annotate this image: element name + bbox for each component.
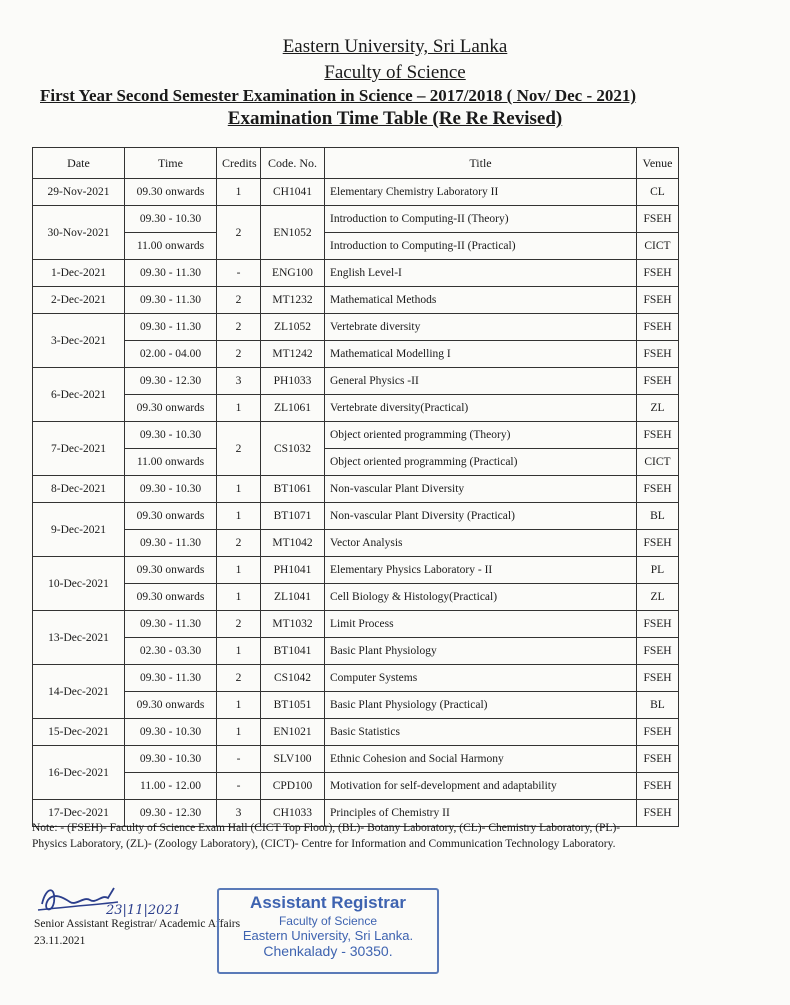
code-cell: CS1042 bbox=[261, 665, 325, 692]
code-cell: MT1042 bbox=[261, 530, 325, 557]
venue-cell: FSEH bbox=[637, 287, 679, 314]
faculty-title: Faculty of Science bbox=[324, 62, 466, 83]
credits-cell: 2 bbox=[217, 341, 261, 368]
code-cell: CPD100 bbox=[261, 773, 325, 800]
venue-cell: CICT bbox=[637, 233, 679, 260]
venue-cell: FSEH bbox=[637, 206, 679, 233]
title-cell: Basic Statistics bbox=[325, 719, 637, 746]
venue-cell: FSEH bbox=[637, 746, 679, 773]
table-row bbox=[33, 449, 679, 476]
time-cell: 09.30 - 11.30 bbox=[125, 314, 217, 341]
venue-cell: BL bbox=[637, 692, 679, 719]
venue-cell: FSEH bbox=[637, 530, 679, 557]
time-cell: 09.30 onwards bbox=[125, 503, 217, 530]
date-cell: 16-Dec-2021 bbox=[33, 746, 125, 800]
column-header: Time bbox=[125, 148, 217, 179]
credits-cell: 2 bbox=[217, 611, 261, 638]
time-cell: 09.30 onwards bbox=[125, 179, 217, 206]
title-cell: Limit Process bbox=[325, 611, 637, 638]
time-cell: 09.30 - 11.30 bbox=[125, 287, 217, 314]
time-cell: 02.30 - 03.30 bbox=[125, 638, 217, 665]
venue-cell: FSEH bbox=[637, 422, 679, 449]
table-row bbox=[33, 530, 679, 557]
time-cell: 11.00 onwards bbox=[125, 449, 217, 476]
table-row bbox=[33, 638, 679, 665]
credits-cell: 1 bbox=[217, 638, 261, 665]
university-title: Eastern University, Sri Lanka bbox=[282, 36, 508, 57]
venue-cell: ZL bbox=[637, 584, 679, 611]
time-cell: 09.30 - 11.30 bbox=[125, 665, 217, 692]
time-cell: 09.30 - 11.30 bbox=[125, 611, 217, 638]
handwritten-date: 23|11|2021 bbox=[106, 903, 181, 918]
column-header: Credits bbox=[217, 148, 261, 179]
title-cell: English Level-I bbox=[325, 260, 637, 287]
time-cell: 09.30 - 10.30 bbox=[125, 476, 217, 503]
date-cell: 29-Nov-2021 bbox=[33, 179, 125, 206]
title-cell: Vector Analysis bbox=[325, 530, 637, 557]
credits-cell: 1 bbox=[217, 719, 261, 746]
title-cell: Vertebrate diversity(Practical) bbox=[325, 395, 637, 422]
venue-cell: FSEH bbox=[637, 368, 679, 395]
time-cell: 09.30 - 12.30 bbox=[125, 368, 217, 395]
code-cell: BT1071 bbox=[261, 503, 325, 530]
signature-image bbox=[34, 880, 204, 920]
title-cell: Computer Systems bbox=[325, 665, 637, 692]
date-cell: 17-Dec-2021 bbox=[33, 800, 125, 827]
table-row bbox=[33, 746, 679, 773]
date-cell: 8-Dec-2021 bbox=[33, 476, 125, 503]
venue-cell: FSEH bbox=[637, 800, 679, 827]
time-cell: 09.30 - 10.30 bbox=[125, 719, 217, 746]
title-cell: Non-vascular Plant Diversity bbox=[325, 476, 637, 503]
time-cell: 09.30 - 11.30 bbox=[125, 260, 217, 287]
stamp-line-3: Eastern University, Sri Lanka. bbox=[242, 928, 414, 943]
time-cell: 09.30 - 11.30 bbox=[125, 530, 217, 557]
table-row bbox=[33, 692, 679, 719]
credits-cell: 3 bbox=[217, 800, 261, 827]
title-cell: Non-vascular Plant Diversity (Practical) bbox=[325, 503, 637, 530]
table-header-row bbox=[33, 148, 679, 179]
title-cell: Introduction to Computing-II (Practical) bbox=[325, 233, 637, 260]
table-row bbox=[33, 395, 679, 422]
code-cell: MT1242 bbox=[261, 341, 325, 368]
signatory-date: 23.11.2021 bbox=[34, 935, 86, 947]
stamp-line-4: Chenkalady - 30350. bbox=[263, 943, 393, 959]
credits-cell: 1 bbox=[217, 503, 261, 530]
credits-cell: 2 bbox=[217, 206, 261, 260]
stamp-line-1: Assistant Registrar bbox=[250, 893, 406, 912]
venue-cell: FSEH bbox=[637, 665, 679, 692]
date-cell: 7-Dec-2021 bbox=[33, 422, 125, 476]
table-row bbox=[33, 773, 679, 800]
table-row bbox=[33, 719, 679, 746]
table-row bbox=[33, 368, 679, 395]
title-cell: Mathematical Methods bbox=[325, 287, 637, 314]
stamp-line-2: Faculty of Science bbox=[278, 914, 378, 928]
title-cell: Motivation for self-development and adaptability bbox=[325, 773, 637, 800]
title-cell: Principles of Chemistry II bbox=[325, 800, 637, 827]
timetable-title: Examination Time Table (Re Re Revised) bbox=[227, 108, 563, 129]
date-cell: 2-Dec-2021 bbox=[33, 287, 125, 314]
venue-cell: FSEH bbox=[637, 773, 679, 800]
time-cell: 09.30 onwards bbox=[125, 692, 217, 719]
credits-cell: 1 bbox=[217, 476, 261, 503]
credits-cell: 2 bbox=[217, 530, 261, 557]
date-cell: 13-Dec-2021 bbox=[33, 611, 125, 665]
code-cell: ZL1052 bbox=[261, 314, 325, 341]
code-cell: EN1052 bbox=[261, 206, 325, 260]
code-cell: MT1032 bbox=[261, 611, 325, 638]
column-header: Code. No. bbox=[261, 148, 325, 179]
credits-cell: - bbox=[217, 746, 261, 773]
time-cell: 09.30 onwards bbox=[125, 584, 217, 611]
title-cell: Ethnic Cohesion and Social Harmony bbox=[325, 746, 637, 773]
table-row bbox=[33, 260, 679, 287]
table-row bbox=[33, 206, 679, 233]
column-header: Venue bbox=[637, 148, 679, 179]
venue-cell: ZL bbox=[637, 395, 679, 422]
credits-cell: 2 bbox=[217, 665, 261, 692]
credits-cell: 1 bbox=[217, 692, 261, 719]
exam-title: First Year Second Semester Examination in Science – 2017/2018 ( Nov/ Dec - 2021) bbox=[40, 86, 637, 105]
code-cell: PH1033 bbox=[261, 368, 325, 395]
code-cell: BT1041 bbox=[261, 638, 325, 665]
date-cell: 15-Dec-2021 bbox=[33, 719, 125, 746]
table-row bbox=[33, 665, 679, 692]
code-cell: ENG100 bbox=[261, 260, 325, 287]
venue-cell: FSEH bbox=[637, 638, 679, 665]
title-cell: Object oriented programming (Practical) bbox=[325, 449, 637, 476]
code-cell: CH1041 bbox=[261, 179, 325, 206]
title-cell: Introduction to Computing-II (Theory) bbox=[325, 206, 637, 233]
table-row bbox=[33, 611, 679, 638]
title-cell: Object oriented programming (Theory) bbox=[325, 422, 637, 449]
time-cell: 09.30 - 12.30 bbox=[125, 800, 217, 827]
column-header: Date bbox=[33, 148, 125, 179]
date-cell: 9-Dec-2021 bbox=[33, 503, 125, 557]
code-cell: PH1041 bbox=[261, 557, 325, 584]
credits-cell: 1 bbox=[217, 179, 261, 206]
table-row bbox=[33, 584, 679, 611]
time-cell: 02.00 - 04.00 bbox=[125, 341, 217, 368]
credits-cell: 1 bbox=[217, 557, 261, 584]
code-cell: MT1232 bbox=[261, 287, 325, 314]
table-row bbox=[33, 422, 679, 449]
date-cell: 10-Dec-2021 bbox=[33, 557, 125, 611]
venue-cell: FSEH bbox=[637, 476, 679, 503]
venue-cell: FSEH bbox=[637, 341, 679, 368]
code-cell: ZL1061 bbox=[261, 395, 325, 422]
venue-cell: FSEH bbox=[637, 260, 679, 287]
venue-cell: CICT bbox=[637, 449, 679, 476]
venue-cell: FSEH bbox=[637, 719, 679, 746]
date-cell: 1-Dec-2021 bbox=[33, 260, 125, 287]
table-row bbox=[33, 503, 679, 530]
date-cell: 6-Dec-2021 bbox=[33, 368, 125, 422]
title-cell: Basic Plant Physiology (Practical) bbox=[325, 692, 637, 719]
official-stamp bbox=[217, 888, 439, 974]
note-text: Note: - (FSEH)- Faculty of Science Exam Hall (CICT Top Floor), (BL)- Botany Laboratory, (CL)- Chemistry Laboratory, (PL)- Physics Laboratory, (ZL)- (Zoology Laboratory), (CICT)- Centre for Information and Communication Technology Laboratory. bbox=[32, 822, 621, 850]
title-cell: Basic Plant Physiology bbox=[325, 638, 637, 665]
time-cell: 09.30 onwards bbox=[125, 395, 217, 422]
date-cell: 30-Nov-2021 bbox=[33, 206, 125, 260]
credits-cell: 2 bbox=[217, 422, 261, 476]
time-cell: 09.30 - 10.30 bbox=[125, 746, 217, 773]
code-cell: SLV100 bbox=[261, 746, 325, 773]
credits-cell: 2 bbox=[217, 314, 261, 341]
title-cell: Mathematical Modelling I bbox=[325, 341, 637, 368]
time-cell: 11.00 - 12.00 bbox=[125, 773, 217, 800]
table-row bbox=[33, 233, 679, 260]
table-row bbox=[33, 476, 679, 503]
title-cell: General Physics -II bbox=[325, 368, 637, 395]
title-cell: Elementary Physics Laboratory - II bbox=[325, 557, 637, 584]
timetable-table bbox=[32, 147, 679, 827]
time-cell: 11.00 onwards bbox=[125, 233, 217, 260]
time-cell: 09.30 - 10.30 bbox=[125, 206, 217, 233]
table-row bbox=[33, 341, 679, 368]
credits-cell: 1 bbox=[217, 584, 261, 611]
title-cell: Cell Biology & Histology(Practical) bbox=[325, 584, 637, 611]
venue-cell: BL bbox=[637, 503, 679, 530]
date-cell: 3-Dec-2021 bbox=[33, 314, 125, 368]
venue-cell: FSEH bbox=[637, 314, 679, 341]
venue-cell: FSEH bbox=[637, 611, 679, 638]
title-cell: Elementary Chemistry Laboratory II bbox=[325, 179, 637, 206]
table-row bbox=[33, 179, 679, 206]
title-cell: Vertebrate diversity bbox=[325, 314, 637, 341]
credits-cell: 1 bbox=[217, 395, 261, 422]
time-cell: 09.30 - 10.30 bbox=[125, 422, 217, 449]
table-row bbox=[33, 287, 679, 314]
code-cell: EN1021 bbox=[261, 719, 325, 746]
column-header: Title bbox=[325, 148, 637, 179]
time-cell: 09.30 onwards bbox=[125, 557, 217, 584]
code-cell: ZL1041 bbox=[261, 584, 325, 611]
code-cell: BT1051 bbox=[261, 692, 325, 719]
venue-cell: CL bbox=[637, 179, 679, 206]
signatory-title: Senior Assistant Registrar/ Academic Affairs bbox=[34, 918, 241, 930]
code-cell: CS1032 bbox=[261, 422, 325, 476]
table-row bbox=[33, 557, 679, 584]
credits-cell: 3 bbox=[217, 368, 261, 395]
code-cell: BT1061 bbox=[261, 476, 325, 503]
venue-cell: PL bbox=[637, 557, 679, 584]
table-row bbox=[33, 314, 679, 341]
credits-cell: - bbox=[217, 773, 261, 800]
credits-cell: - bbox=[217, 260, 261, 287]
code-cell: CH1033 bbox=[261, 800, 325, 827]
date-cell: 14-Dec-2021 bbox=[33, 665, 125, 719]
credits-cell: 2 bbox=[217, 287, 261, 314]
